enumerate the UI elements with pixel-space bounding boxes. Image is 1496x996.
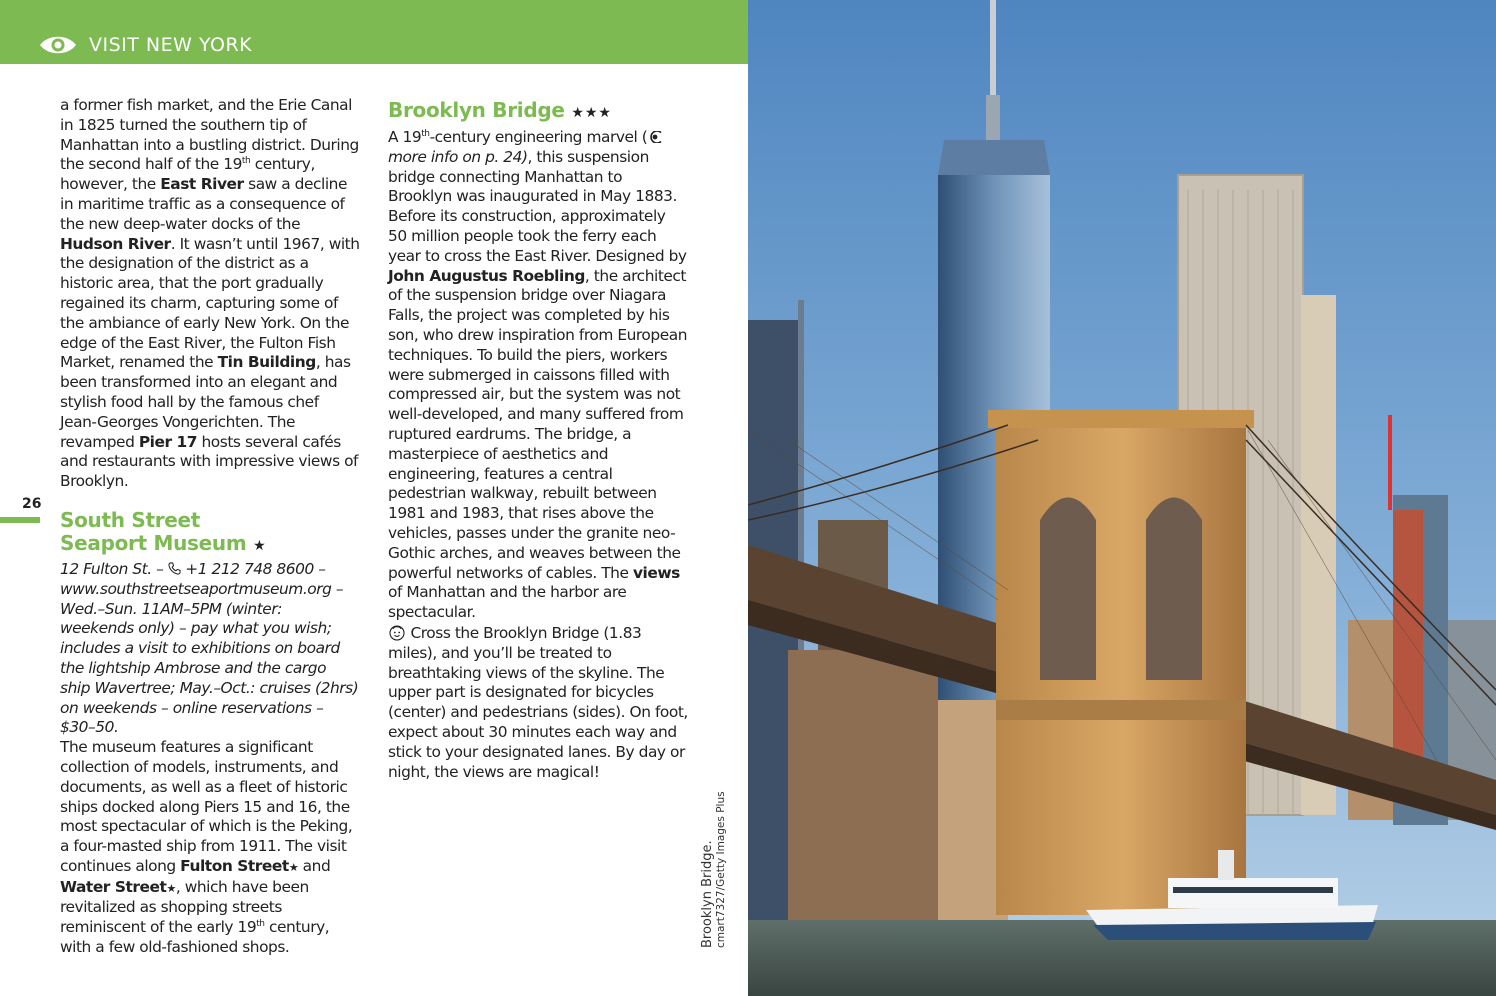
rating-stars: ★: [253, 537, 267, 554]
caption-credit: cmart7327/Getty Images Plus: [715, 791, 727, 948]
bridge-heading: Brooklyn Bridge ★★★: [388, 98, 612, 122]
page-header: [0, 0, 748, 64]
museum-description: The museum features a significant collection of models, instruments, and documents, as well as a fleet of historic ships docked along Piers 15 and 16, the most spectacular of which is the Peking, a four-masted ship from 1911. The visit continues along Fulton Street★ and Water Street★, which have been revitalized as shopping streets reminiscent of the early 19th century, with a few old-fashioned shops.: [60, 738, 353, 957]
header-title: VISIT NEW YORK: [89, 34, 253, 56]
caption-title: Brooklyn Bridge.: [700, 840, 715, 948]
page-number: 26: [22, 496, 42, 512]
page-marker: [0, 517, 40, 523]
bridge-tip: Cross the Brooklyn Bridge (1.83 miles), and you’ll be treated to breathtaking views of the skyline. The upper part is designated for bicycles (center) and pedestrians (sides). On foot, expect about 30 minutes each way and stick to your designated lanes. By day or night, the views are magical!: [388, 623, 688, 781]
bridge-paragraph: A 19th-century engineering marvel ( more info on p. 24), this suspension bridge connecting Manhattan to Brooklyn was inaugurated in May 1883. Before its construction, approximately 50 million people took the ferry each year to cross the East River. Designed by John Augustus Roebling, the architect of the suspension bridge over Niagara Falls, the project was completed by his son, who drew inspiration from European techniques. To build the piers, workers were submerged in caissons filled with compressed air, but the system was not well-developed, and many suffered from ruptured eardrums. The bridge, a masterpiece of aesthetics and engineering, features a central pedestrian walkway, rebuilt between 1981 and 1983, that rises above the vehicles, passes under the granite neo-Gothic arches, and weaves between the powerful networks of cables. The views of Manhattan and the harbor are spectacular.: [388, 128, 688, 622]
rating-stars: ★★★: [571, 105, 612, 121]
photo-caption: [700, 791, 728, 948]
museum-heading: South Street Seaport Museum ★: [60, 507, 267, 555]
eye-icon: [38, 33, 78, 57]
smiley-tip-icon: [388, 623, 406, 641]
museum-info: 12 Fulton St. – +1 212 748 8600 – www.southstreetseaportmuseum.org – Wed.–Sun. 11AM–5PM (winter: weekends only) – pay what you wish; includes a visit to exhibitions on board the lightship Ambrose and the cargo ship Wavertree; May.–Oct.: cruises (2hrs) on weekends – online reservations – $30–50.: [60, 559, 359, 737]
column-left: [60, 96, 360, 958]
intro-paragraph: a former fish market, and the Erie Canal in 1825 turned the southern tip of Manhattan into a bustling district. During the second half of the 19th century, however, the East River saw a decline in maritime traffic as a consequence of the new deep-water docks of the Hudson River. It wasn’t until 1967, with the designation of the district as a historic area, that the port gradually regained its charm, capturing some of the ambiance of early New York. On the edge of the East River, the Fulton Fish Market, renamed the Tin Building, has been transformed into an elegant and stylish food hall by the famous chef Jean-Georges Vongerichten. The revamped Pier 17 hosts several cafés and restaurants with impressive views of Brooklyn.: [60, 96, 360, 491]
phone-icon: [168, 562, 181, 575]
eye-ref-icon: [647, 131, 662, 143]
brooklyn-bridge-photo: [748, 0, 1496, 996]
column-right: [388, 99, 688, 782]
